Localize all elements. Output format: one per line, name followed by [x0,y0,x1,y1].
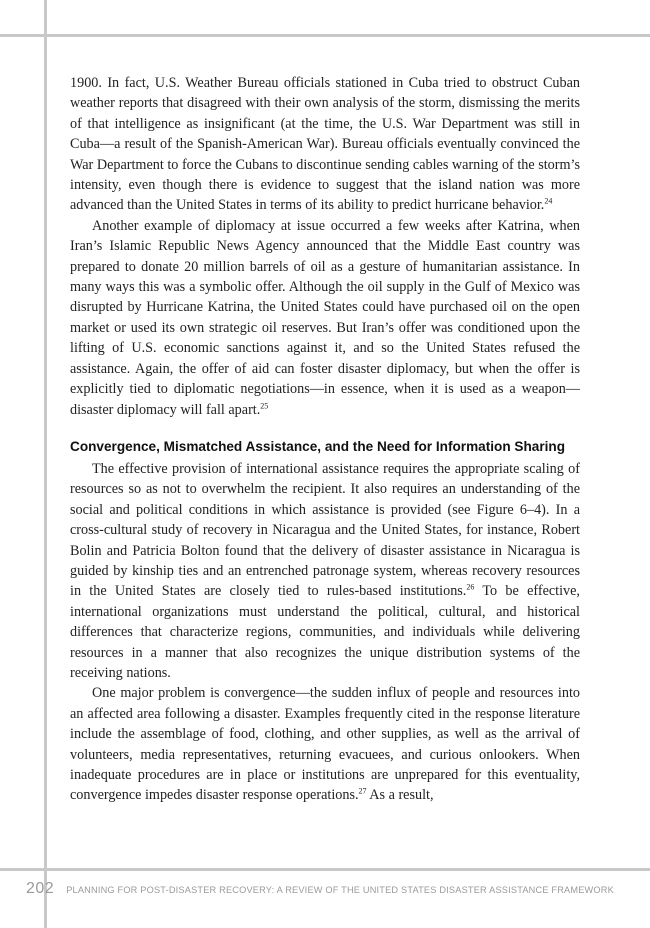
footer-horizontal-rule [0,868,650,871]
paragraph-text: 1900. In fact, U.S. Weather Bureau officials stationed in Cuba tried to obstruct Cuban weather reports that disagreed with their own analysis of the storm, dismissing the merits of that intelligence as insignificant (at the time, the U.S. War Department was still in Cuba—a result of the Spanish-American War). Bureau officials eventually convinced the War Department to force the Cubans to discontinue sending cables warning of the storm’s intensity, even though there is evidence to suggest that the island nation was more advanced than the United States in terms of its ability to predict hurricane behavior. [70,75,580,214]
page-footer [26,880,614,898]
paragraph-text: The effective provision of international assistance requires the appropriate scaling of resources so as not to overwhelm the recipient. It also requires an understanding of the social and political conditions in which assistance is provided (see Figure 6–4). In a cross-cultural study of recovery in Nicaragua and the United States, for instance, Robert Bolin and Patricia Bolton found that the delivery of disaster assistance in Nicaragua is guided by kinship ties and an entrenched patronage system, whereas recovery resources in the United States are closely tied to rules-based institutions. [70,460,580,600]
body-paragraph [70,683,580,805]
paragraph-text: As a result, [366,787,434,804]
footnote-marker: 25 [260,400,269,410]
body-paragraph-continued [70,73,580,216]
header-horizontal-rule [0,34,650,37]
running-title: PLANNING FOR POST-DISASTER RECOVERY: A REVIEW OF THE UNITED STATES DISASTER ASSISTANCE FRAMEWORK [66,885,614,895]
margin-vertical-rule [44,0,47,928]
section-heading: Convergence, Mismatched Assistance, and the Need for Information Sharing [70,438,566,454]
page-body [70,73,580,806]
footnote-marker: 26 [466,582,475,592]
footnote-marker: 27 [358,786,367,796]
footnote-marker: 24 [544,196,553,206]
paragraph-text: Another example of diplomacy at issue occurred a few weeks after Katrina, when Iran’s Islamic Republic News Agency announced that the Middle East country was prepared to donate 20 million barrels of oil as a gesture of humanitarian assistance. In many ways this was a symbolic offer. Although the oil supply in the Gulf of Mexico was disrupted by Hurricane Katrina, the United States could have purchased oil on the open market or used its own strategic oil reserves. But Iran’s offer was conditioned upon the lifting of U.S. economic sanctions against it, and so the United States refused the assistance. Again, the offer of aid can foster disaster diplomacy, but when the offer is explicitly tied to diplomatic negotiations—in essence, when it is used as a weapon—disaster diplomacy will fall apart. [70,217,580,418]
paragraph-text: One major problem is convergence—the sudden influx of people and resources into an affected area following a disaster. Examples frequently cited in the response literature include the assemblage of food, clothing, and other supplies, as well as the arrival of volunteers, media representatives, returning evacuees, and curious onlookers. When inadequate procedures are in place or institutions are unprepared for this eventuality, convergence impedes disaster response operations. [70,685,580,804]
page-number: 202 [26,880,55,897]
body-paragraph [70,459,580,683]
body-paragraph [70,216,580,420]
paragraph-text: To be effective, international organizations must understand the political, cultural, and historical differences that characterize regions, communities, and individuals while delivering resources in a manner that also recognizes the unique distribution systems of the receiving nations. [70,583,580,681]
